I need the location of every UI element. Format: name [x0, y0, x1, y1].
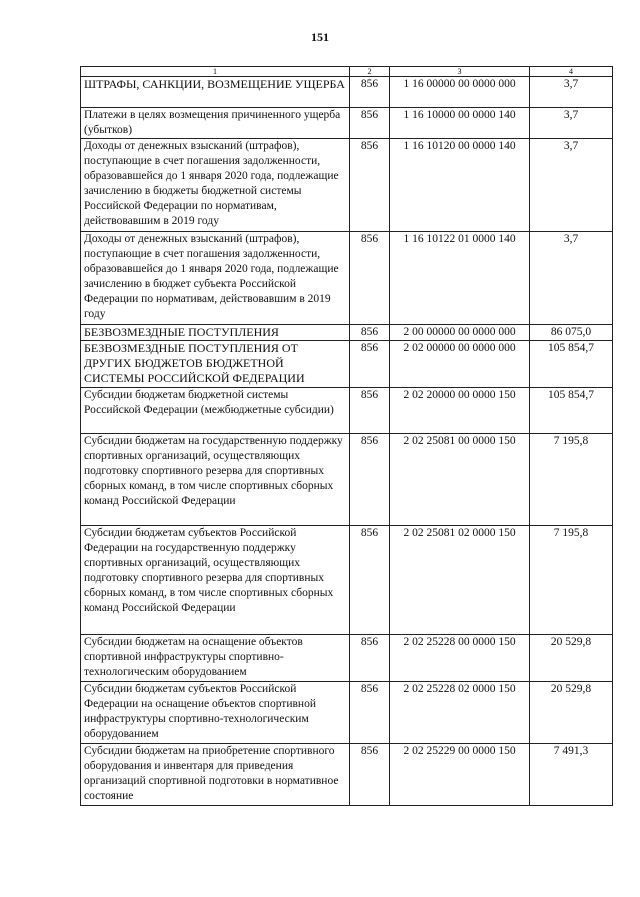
row-kbk-code: 1 16 10000 00 0000 140: [390, 108, 530, 139]
row-kbk-code: 2 02 25229 00 0000 150: [390, 744, 530, 806]
row-kbk-code: 2 02 25228 00 0000 150: [390, 635, 530, 682]
row-name: Доходы от денежных взысканий (штрафов), поступающие в счет погашения задолженности, образовавшейся до 1 января 2020 года, подлежащие зачислению в бюджет субъекта Российской Федерации по нормативам, действовавшим в 2019 году: [81, 232, 350, 325]
row-amount: 86 075,0: [530, 325, 613, 341]
table-header-row: [81, 67, 613, 77]
table-row: [81, 139, 613, 232]
revenue-table: [80, 66, 613, 806]
row-name: Субсидии бюджетам на государственную поддержку спортивных организаций, осуществляющих подготовку спортивного резерва для спортивных сборных команд, в том числе спортивных сборных команд Российской Федерации: [81, 434, 350, 526]
table-row: [81, 434, 613, 526]
row-kbk-code: 2 02 25228 02 0000 150: [390, 682, 530, 744]
row-admin-code: 856: [350, 325, 390, 341]
row-name: Субсидии бюджетам на оснащение объектов спортивной инфраструктуры спортивно-технологическим оборудованием: [81, 635, 350, 682]
row-name: БЕЗВОЗМЕЗДНЫЕ ПОСТУПЛЕНИЯ: [81, 325, 350, 341]
row-admin-code: 856: [350, 682, 390, 744]
column-number-4: 4: [530, 67, 613, 77]
table-row: [81, 526, 613, 635]
row-amount: 105 854,7: [530, 341, 613, 388]
row-kbk-code: 1 16 00000 00 0000 000: [390, 77, 530, 108]
row-amount: 3,7: [530, 232, 613, 325]
row-admin-code: 856: [350, 77, 390, 108]
row-kbk-code: 2 02 25081 00 0000 150: [390, 434, 530, 526]
row-amount: 20 529,8: [530, 682, 613, 744]
row-admin-code: 856: [350, 388, 390, 434]
row-kbk-code: 1 16 10122 01 0000 140: [390, 232, 530, 325]
table-row: [81, 682, 613, 744]
row-admin-code: 856: [350, 108, 390, 139]
row-amount: 105 854,7: [530, 388, 613, 434]
table-row: [81, 77, 613, 108]
row-name: Субсидии бюджетам субъектов Российской Федерации на оснащение объектов спортивной инфраструктуры спортивно-технологическим оборудованием: [81, 682, 350, 744]
row-name: Доходы от денежных взысканий (штрафов), поступающие в счет погашения задолженности, образовавшейся до 1 января 2020 года, подлежащие зачислению в бюджеты бюджетной системы Российской Федерации по нормативам, действовавшим в 2019 году: [81, 139, 350, 232]
page-number: 151: [311, 30, 329, 44]
row-admin-code: 856: [350, 744, 390, 806]
table-row: [81, 108, 613, 139]
row-name: Субсидии бюджетам бюджетной системы Российской Федерации (межбюджетные субсидии): [81, 388, 350, 434]
row-amount: 3,7: [530, 77, 613, 108]
row-admin-code: 856: [350, 434, 390, 526]
row-admin-code: 856: [350, 232, 390, 325]
row-kbk-code: 2 02 20000 00 0000 150: [390, 388, 530, 434]
row-amount: 3,7: [530, 108, 613, 139]
table-row: [81, 388, 613, 434]
table-row: [81, 744, 613, 806]
row-kbk-code: 1 16 10120 00 0000 140: [390, 139, 530, 232]
column-number-1: 1: [81, 67, 350, 77]
row-name: БЕЗВОЗМЕЗДНЫЕ ПОСТУПЛЕНИЯ ОТ ДРУГИХ БЮДЖЕТОВ БЮДЖЕТНОЙ СИСТЕМЫ РОССИЙСКОЙ ФЕДЕРАЦИИ: [81, 341, 350, 388]
row-admin-code: 856: [350, 341, 390, 388]
row-amount: 7 195,8: [530, 526, 613, 635]
row-admin-code: 856: [350, 526, 390, 635]
row-amount: 3,7: [530, 139, 613, 232]
row-amount: 7 195,8: [530, 434, 613, 526]
row-kbk-code: 2 02 00000 00 0000 000: [390, 341, 530, 388]
column-number-2: 2: [350, 67, 390, 77]
table-row: [81, 325, 613, 341]
row-amount: 7 491,3: [530, 744, 613, 806]
row-name: ШТРАФЫ, САНКЦИИ, ВОЗМЕЩЕНИЕ УЩЕРБА: [81, 77, 350, 108]
row-name: Платежи в целях возмещения причиненного ущерба (убытков): [81, 108, 350, 139]
row-kbk-code: 2 02 25081 02 0000 150: [390, 526, 530, 635]
column-number-3: 3: [390, 67, 530, 77]
row-name: Субсидии бюджетам на приобретение спортивного оборудования и инвентаря для приведения организаций спортивной подготовки в нормативное состояние: [81, 744, 350, 806]
table-row: [81, 232, 613, 325]
table-row: [81, 635, 613, 682]
row-name: Субсидии бюджетам субъектов Российской Федерации на государственную поддержку спортивных организаций, осуществляющих подготовку спортивного резерва для спортивных сборных команд, в том числе спортивных сборных команд Российской Федерации: [81, 526, 350, 635]
row-kbk-code: 2 00 00000 00 0000 000: [390, 325, 530, 341]
row-admin-code: 856: [350, 139, 390, 232]
table-row: [81, 341, 613, 388]
row-admin-code: 856: [350, 635, 390, 682]
row-amount: 20 529,8: [530, 635, 613, 682]
